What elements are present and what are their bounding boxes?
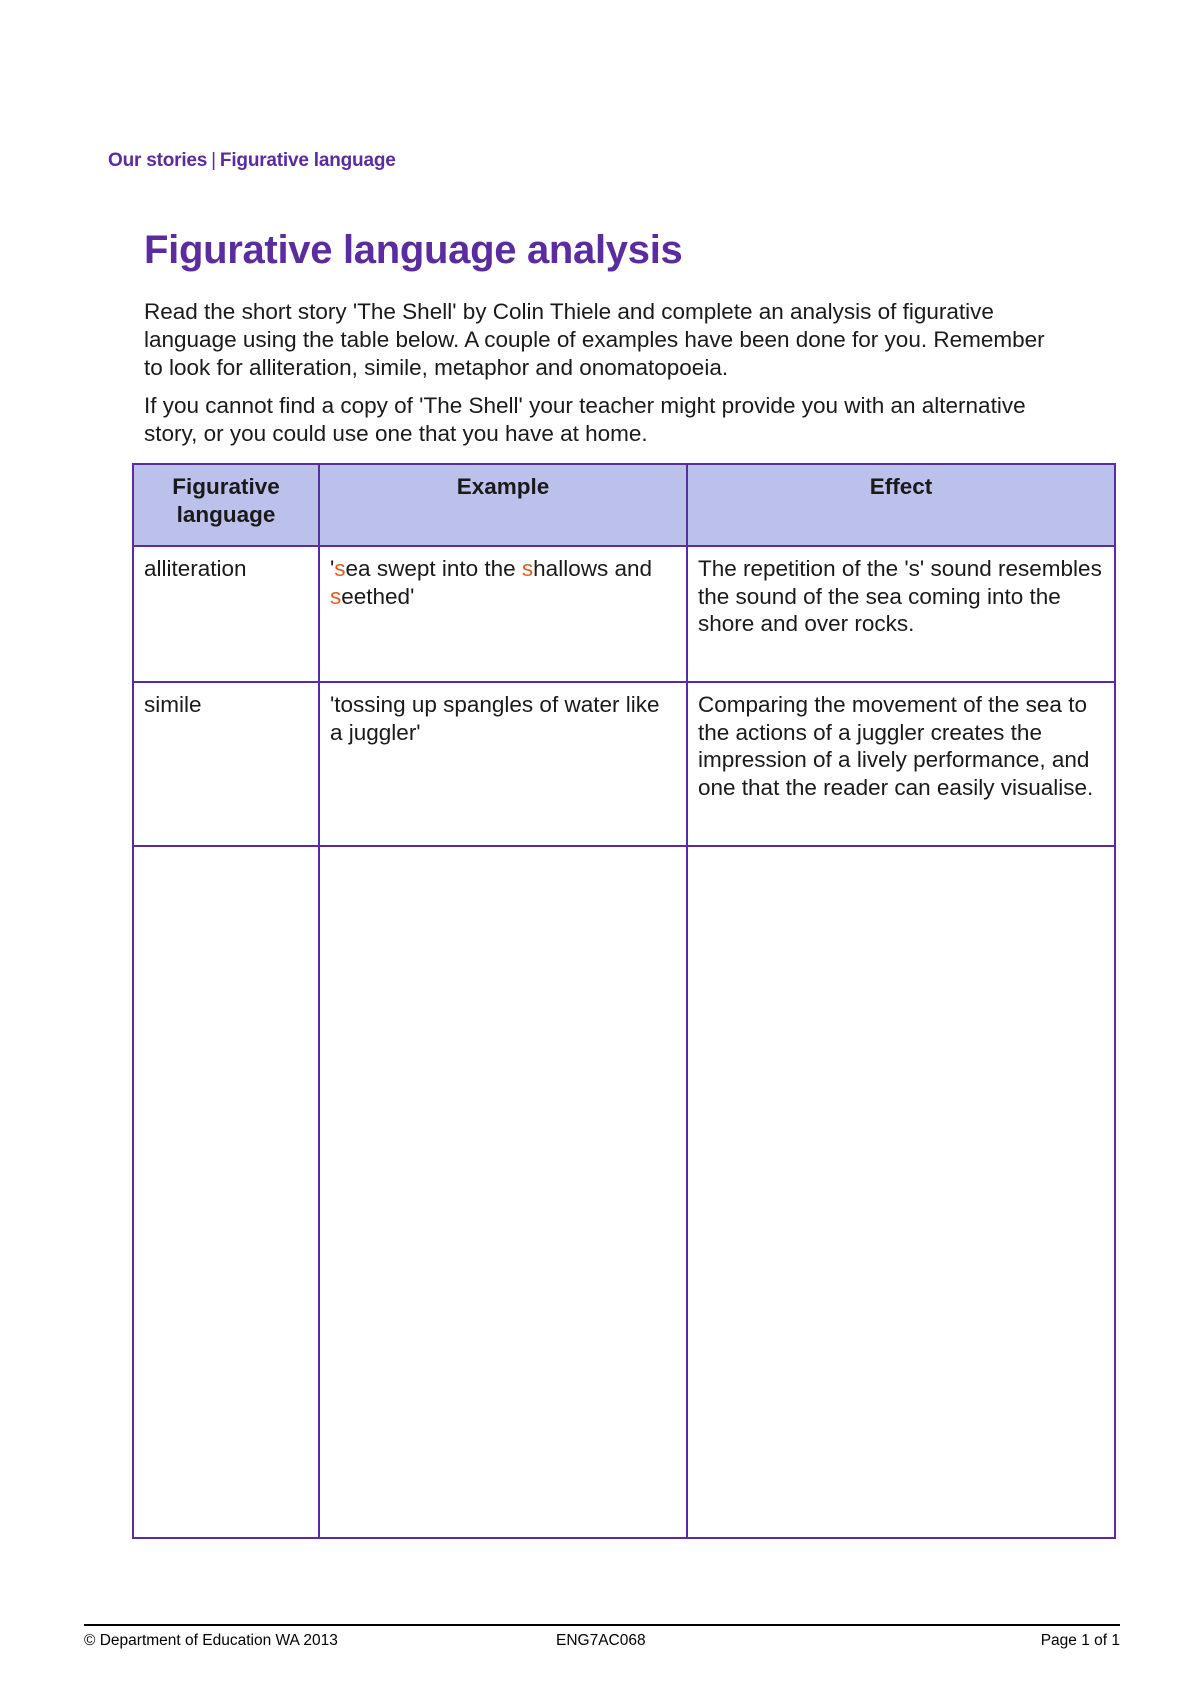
- page-title: Figurative language analysis: [144, 228, 683, 272]
- table-header-row: [133, 464, 1115, 546]
- header-figurative-language: Figurative language: [133, 464, 319, 546]
- table-row-empty: [133, 846, 1115, 1538]
- breadcrumb: [108, 150, 396, 172]
- example-text: ': [330, 556, 335, 581]
- breadcrumb-topic: Figurative language: [219, 150, 396, 171]
- cell-example: 'tossing up spangles of water like a juggler': [319, 682, 687, 846]
- cell-type: alliteration: [133, 546, 319, 682]
- cell-effect: The repetition of the 's' sound resembles the sound of the sea coming into the shore and over rocks.: [687, 546, 1115, 682]
- cell-example-empty[interactable]: [319, 846, 687, 1538]
- example-text: ea swept into the: [345, 556, 522, 581]
- cell-effect-empty[interactable]: [687, 846, 1115, 1538]
- table-row: [133, 682, 1115, 846]
- intro-paragraph-1: Read the short story 'The Shell' by Colin Thiele and complete an analysis of figurative language using the table below. A couple of examples have been done for you. Remember to look for alliteration, simile, metaphor and onomatopoeia.: [144, 299, 1045, 380]
- header-example: Example: [319, 464, 687, 546]
- cell-effect: Comparing the movement of the sea to the actions of a juggler creates the impression of a lively performance, and one that the reader can easily visualise.: [687, 682, 1115, 846]
- breadcrumb-section: Our stories: [108, 150, 208, 171]
- footer-code: ENG7AC068: [556, 1632, 646, 1649]
- breadcrumb-separator: |: [211, 150, 216, 171]
- analysis-table: [132, 463, 1116, 1539]
- intro-text: [144, 298, 1064, 458]
- header-effect: Effect: [687, 464, 1115, 546]
- example-text: eethed': [341, 583, 415, 609]
- footer-copyright: © Department of Education WA 2013: [84, 1632, 338, 1649]
- table-row: [133, 546, 1115, 682]
- cell-type-empty[interactable]: [133, 846, 319, 1538]
- footer-divider: [84, 1624, 1120, 1626]
- cell-type: simile: [133, 682, 319, 846]
- highlight-letter: s: [334, 556, 346, 581]
- cell-example: [319, 546, 687, 682]
- highlight-letter: s: [330, 583, 342, 609]
- intro-paragraph-2: If you cannot find a copy of 'The Shell' your teacher might provide you with an alternative story, or you could use one that you have at home.: [144, 393, 1026, 446]
- highlight-letter: s: [521, 556, 534, 581]
- footer-page: Page 1 of 1: [1040, 1632, 1120, 1649]
- example-text: hallows and: [533, 556, 652, 581]
